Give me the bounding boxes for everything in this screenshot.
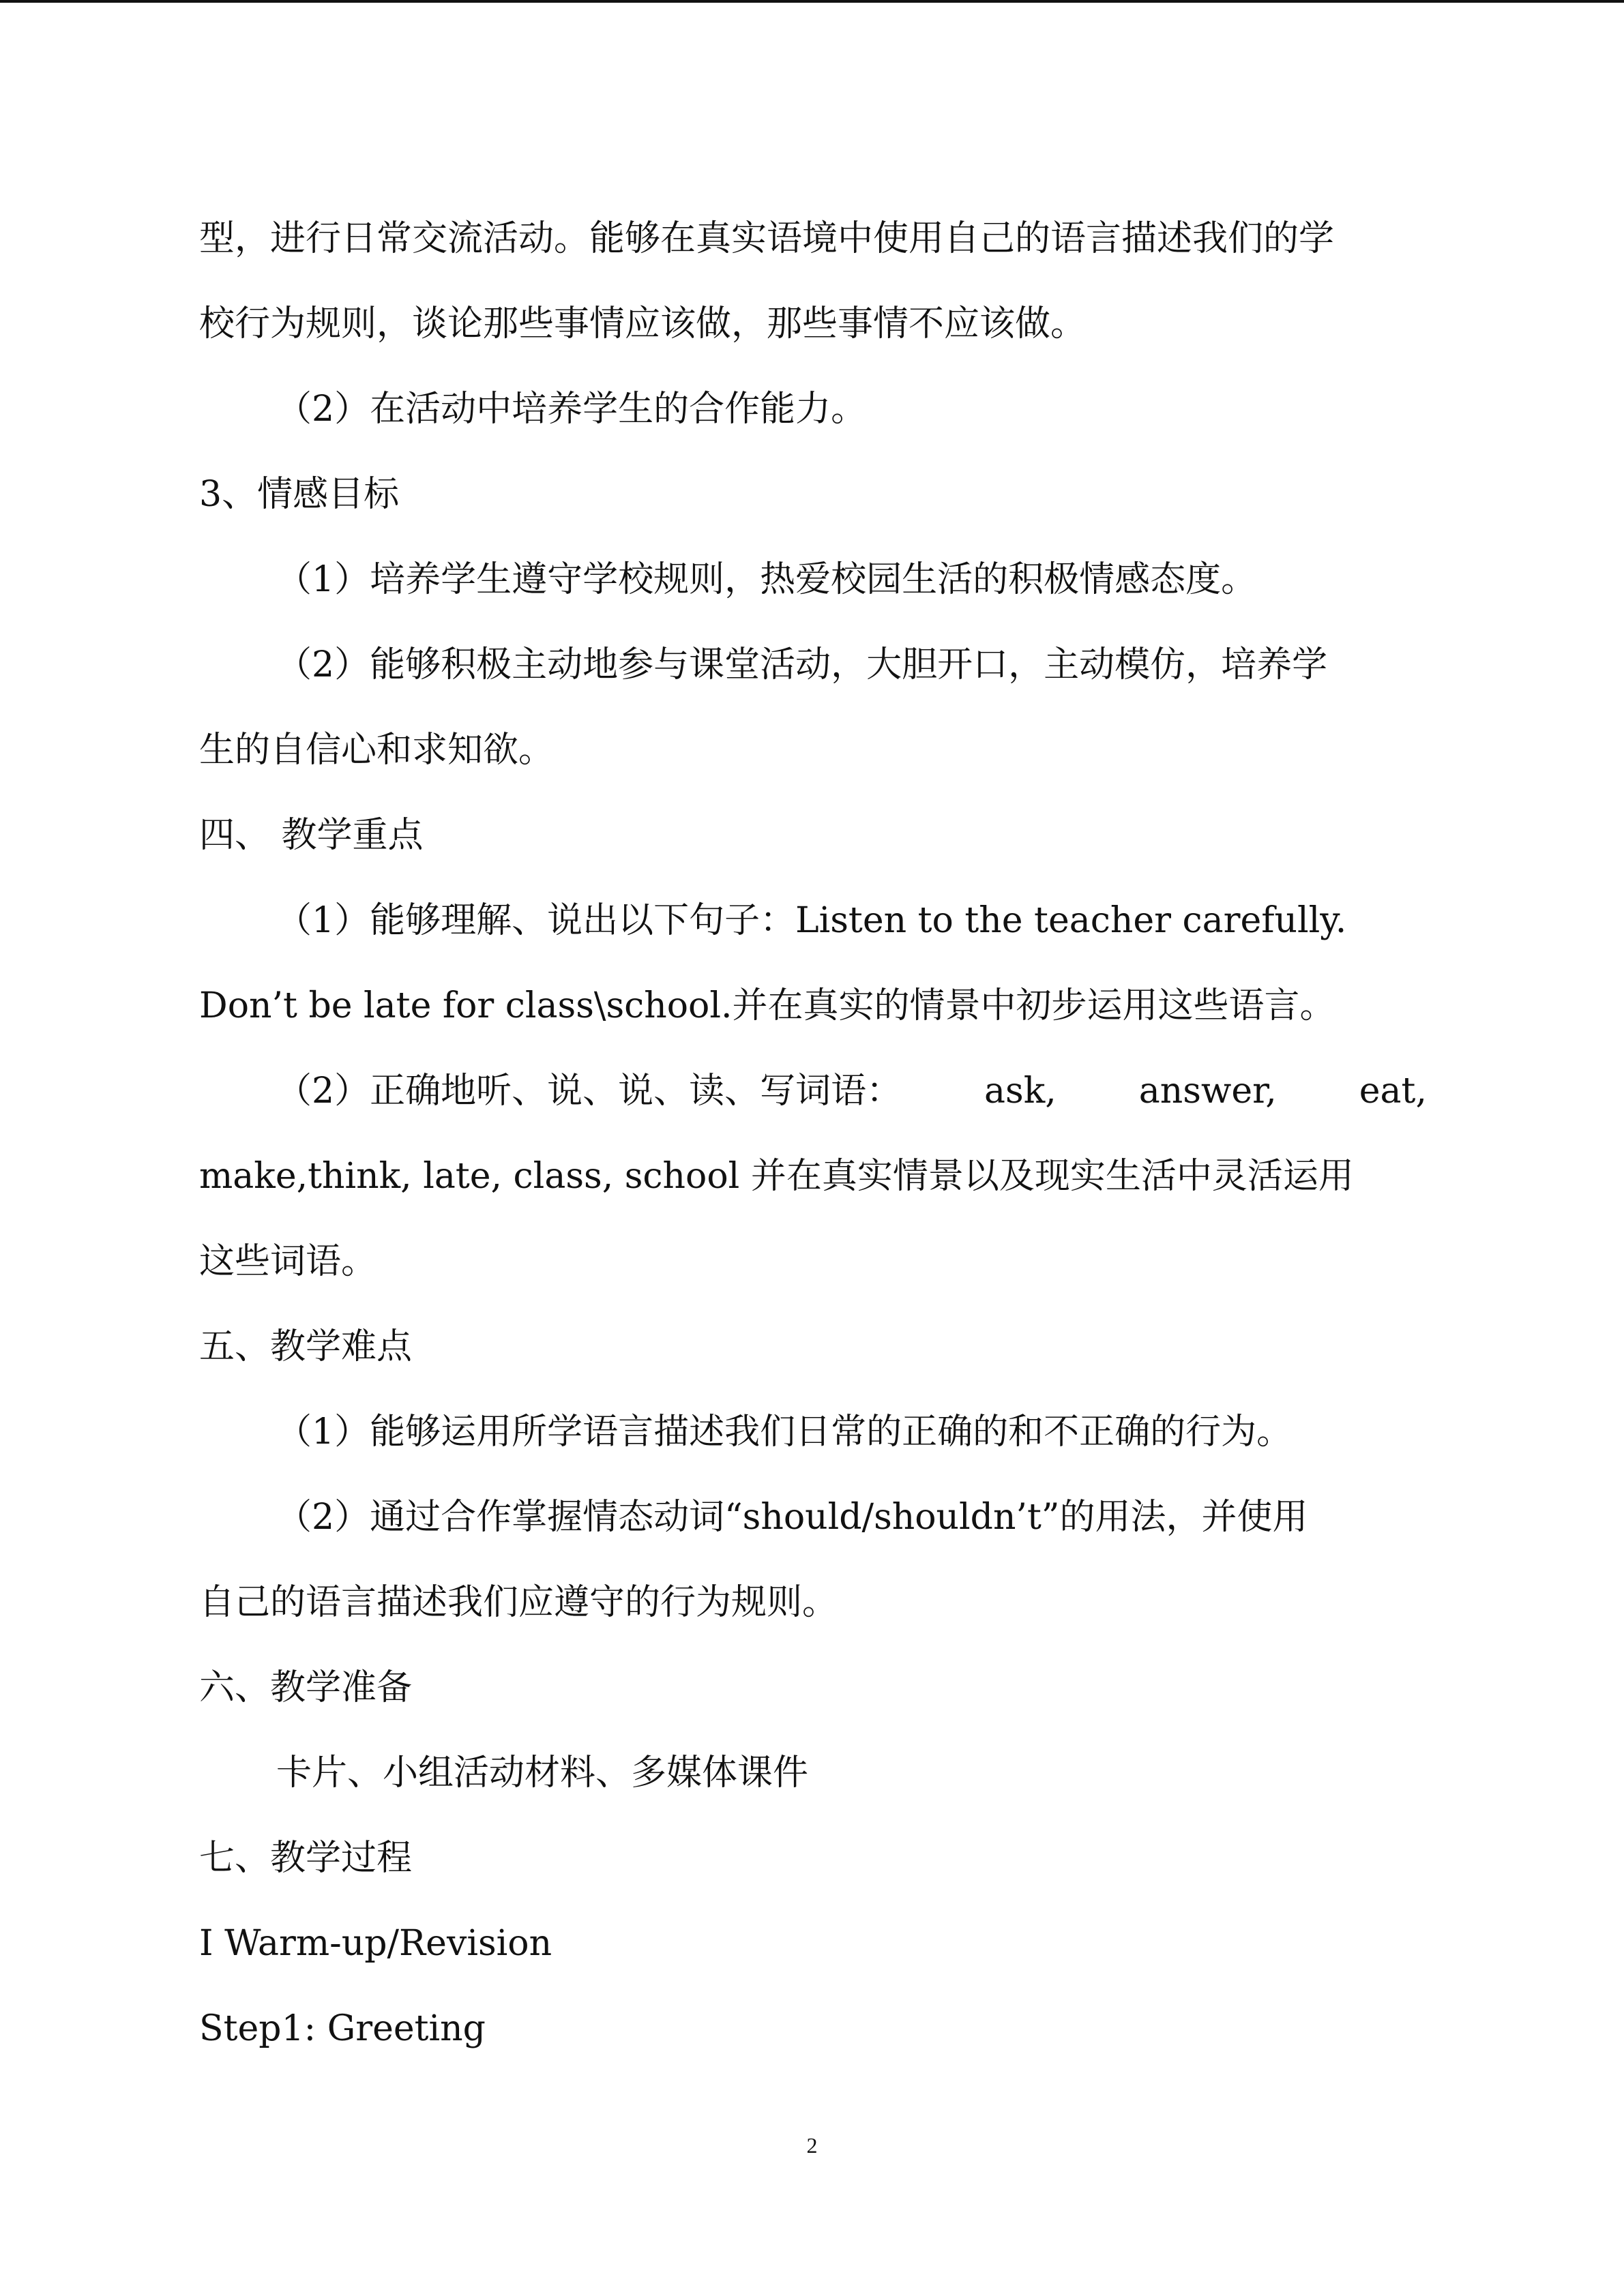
vocab-word-ask: ask, — [984, 1071, 1057, 1112]
process-part-warmup: I Warm-up/Revision — [199, 1923, 552, 1964]
difficulty-item-1: （1）能够运用所学语言描述我们日常的正确的和不正确的行为。 — [276, 1412, 1293, 1452]
top-border-line — [0, 0, 1624, 3]
preparation-materials: 卡片、小组活动材料、多媒体课件 — [276, 1753, 809, 1793]
section-heading-process: 七、教学过程 — [199, 1838, 413, 1879]
body-line-1: 型，进行日常交流活动。能够在真实语境中使用自己的语言描述我们的学 — [199, 218, 1335, 259]
key-point-item-2 — [276, 1068, 1427, 1114]
section-heading-preparation: 六、教学准备 — [199, 1667, 413, 1708]
key-point-item-1-cont: Don’t be late for class\school.并在真实的情景中初步运用这些语言。 — [199, 985, 1335, 1026]
section-heading-emotional-goals: 3、情感目标 — [199, 474, 400, 515]
vocab-word-eat: eat, — [1359, 1071, 1427, 1112]
emotional-goal-item-2-cont: 生的自信心和求知欲。 — [199, 730, 555, 771]
emotional-goal-item-2: （2）能够积极主动地参与课堂活动，大胆开口，主动模仿，培养学 — [276, 644, 1328, 685]
key-point-item-2-cont: make,think, late, class, school 并在真实情景以及现实生活中灵活运用 — [199, 1156, 1354, 1197]
page-number: 2 — [806, 2133, 818, 2158]
key-point-item-2-end: 这些词语。 — [199, 1241, 377, 1282]
difficulty-item-2: （2）通过合作掌握情态动词“should/shouldn’t”的用法，并使用 — [276, 1497, 1308, 1538]
emotional-goal-item-1: （1）培养学生遵守学校规则，热爱校园生活的积极情感态度。 — [276, 559, 1257, 600]
section-heading-key-points: 四、 教学重点 — [199, 815, 424, 856]
key-point-item-1: （1）能够理解、说出以下句子：Listen to the teacher carefully. — [276, 900, 1347, 941]
section-heading-difficulties: 五、教学难点 — [199, 1326, 413, 1367]
process-step-greeting: Step1: Greeting — [199, 2008, 486, 2049]
body-line-2: 校行为规则，谈论那些事情应该做，那些事情不应该做。 — [199, 303, 1087, 344]
key-point-item-2-text: （2）正确地听、说、说、读、写词语： — [276, 1071, 902, 1112]
objective-item-2: （2）在活动中培养学生的合作能力。 — [276, 389, 867, 430]
difficulty-item-2-cont: 自己的语言描述我们应遵守的行为规则。 — [199, 1582, 838, 1623]
vocab-word-answer: answer, — [1138, 1071, 1277, 1112]
